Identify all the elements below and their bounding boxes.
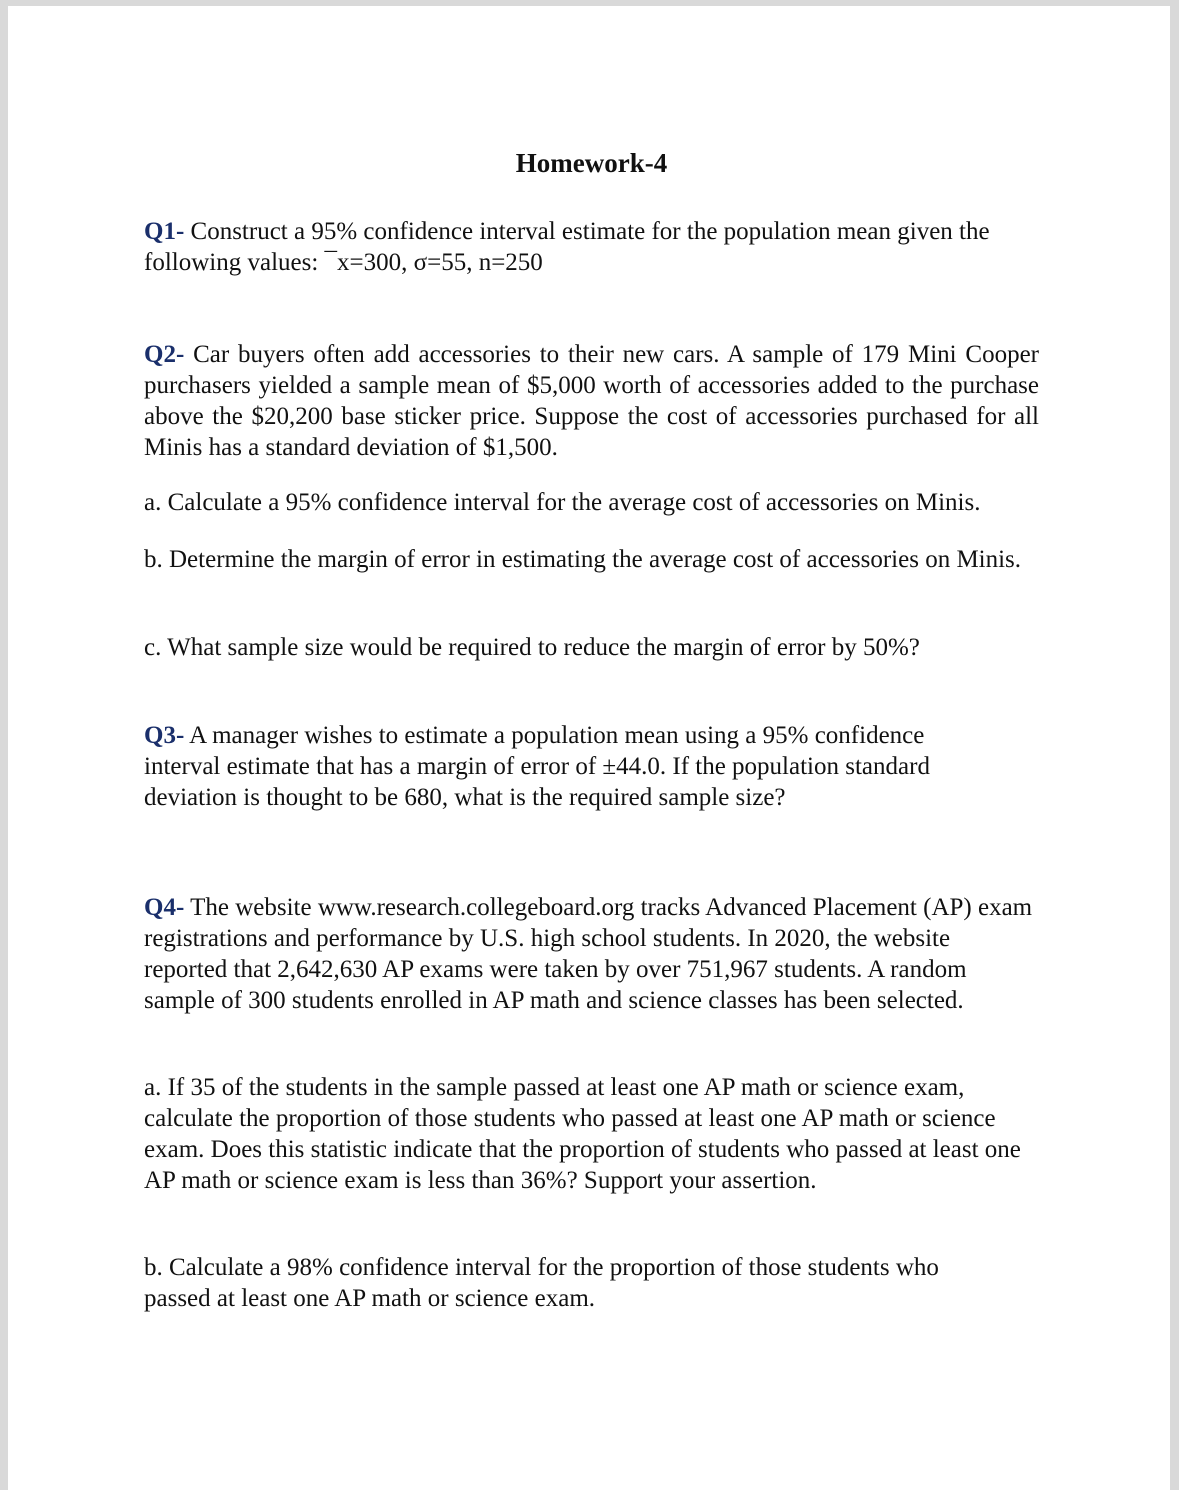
question-3-number: Q3- (144, 722, 185, 749)
question-4 (144, 892, 1039, 1016)
question-4-text: The website www.research.collegeboard.org tracks Advanced Placement (AP) exam registrations and performance by U.S. high school students. In 2020, the website reported that 2,642,630 AP exams were taken by over 751,967 students. A random sample of 300 students enrolled in AP math and science classes has been selected. (144, 894, 1033, 1014)
page-title: Homework-4 (515, 148, 668, 178)
question-4-part-a: a. If 35 of the students in the sample passed at least one AP math or science exam, calculate the proportion of those students who passed at least one AP math or science exam. Does this statistic indicate that the proportion of students who passed at least one AP math or science exam is less than 36%? Support your assertion. (144, 1074, 1021, 1194)
question-2 (144, 339, 1039, 463)
question-2-part-a: a. Calculate a 95% confidence interval for the average cost of accessories on Minis. (144, 489, 981, 516)
question-3-text: A manager wishes to estimate a population mean using a 95% confidence interval estimate that has a margin of error of ±44.0. If the population standard deviation is thought to be 680, what is the required sample size? (144, 722, 930, 811)
question-3 (144, 720, 999, 813)
question-2-part-c: c. What sample size would be required to reduce the margin of error by 50%? (144, 634, 920, 661)
question-1-text: Construct a 95% confidence interval estimate for the population mean given the following values: ¯x=300, σ=55, n=250 (144, 218, 990, 276)
question-4-number: Q4- (144, 894, 185, 921)
question-1-number: Q1- (144, 218, 185, 245)
question-2-text: Car buyers often add accessories to their new cars. A sample of 179 Mini Cooper purchasers yielded a sample mean of $5,000 worth of accessories added to the purchase above the $20,200 base sticker price. Suppose the cost of accessories purchased for all Minis has a standard deviation of $1,500. (144, 341, 1039, 461)
question-2-number: Q2- (144, 341, 185, 368)
question-4-part-b: b. Calculate a 98% confidence interval for the proportion of those students who passed at least one AP math or science exam. (144, 1254, 939, 1312)
question-1 (144, 216, 1024, 278)
question-2-part-b: b. Determine the margin of error in estimating the average cost of accessories on Minis. (144, 546, 1022, 573)
document-page (8, 6, 1170, 1490)
